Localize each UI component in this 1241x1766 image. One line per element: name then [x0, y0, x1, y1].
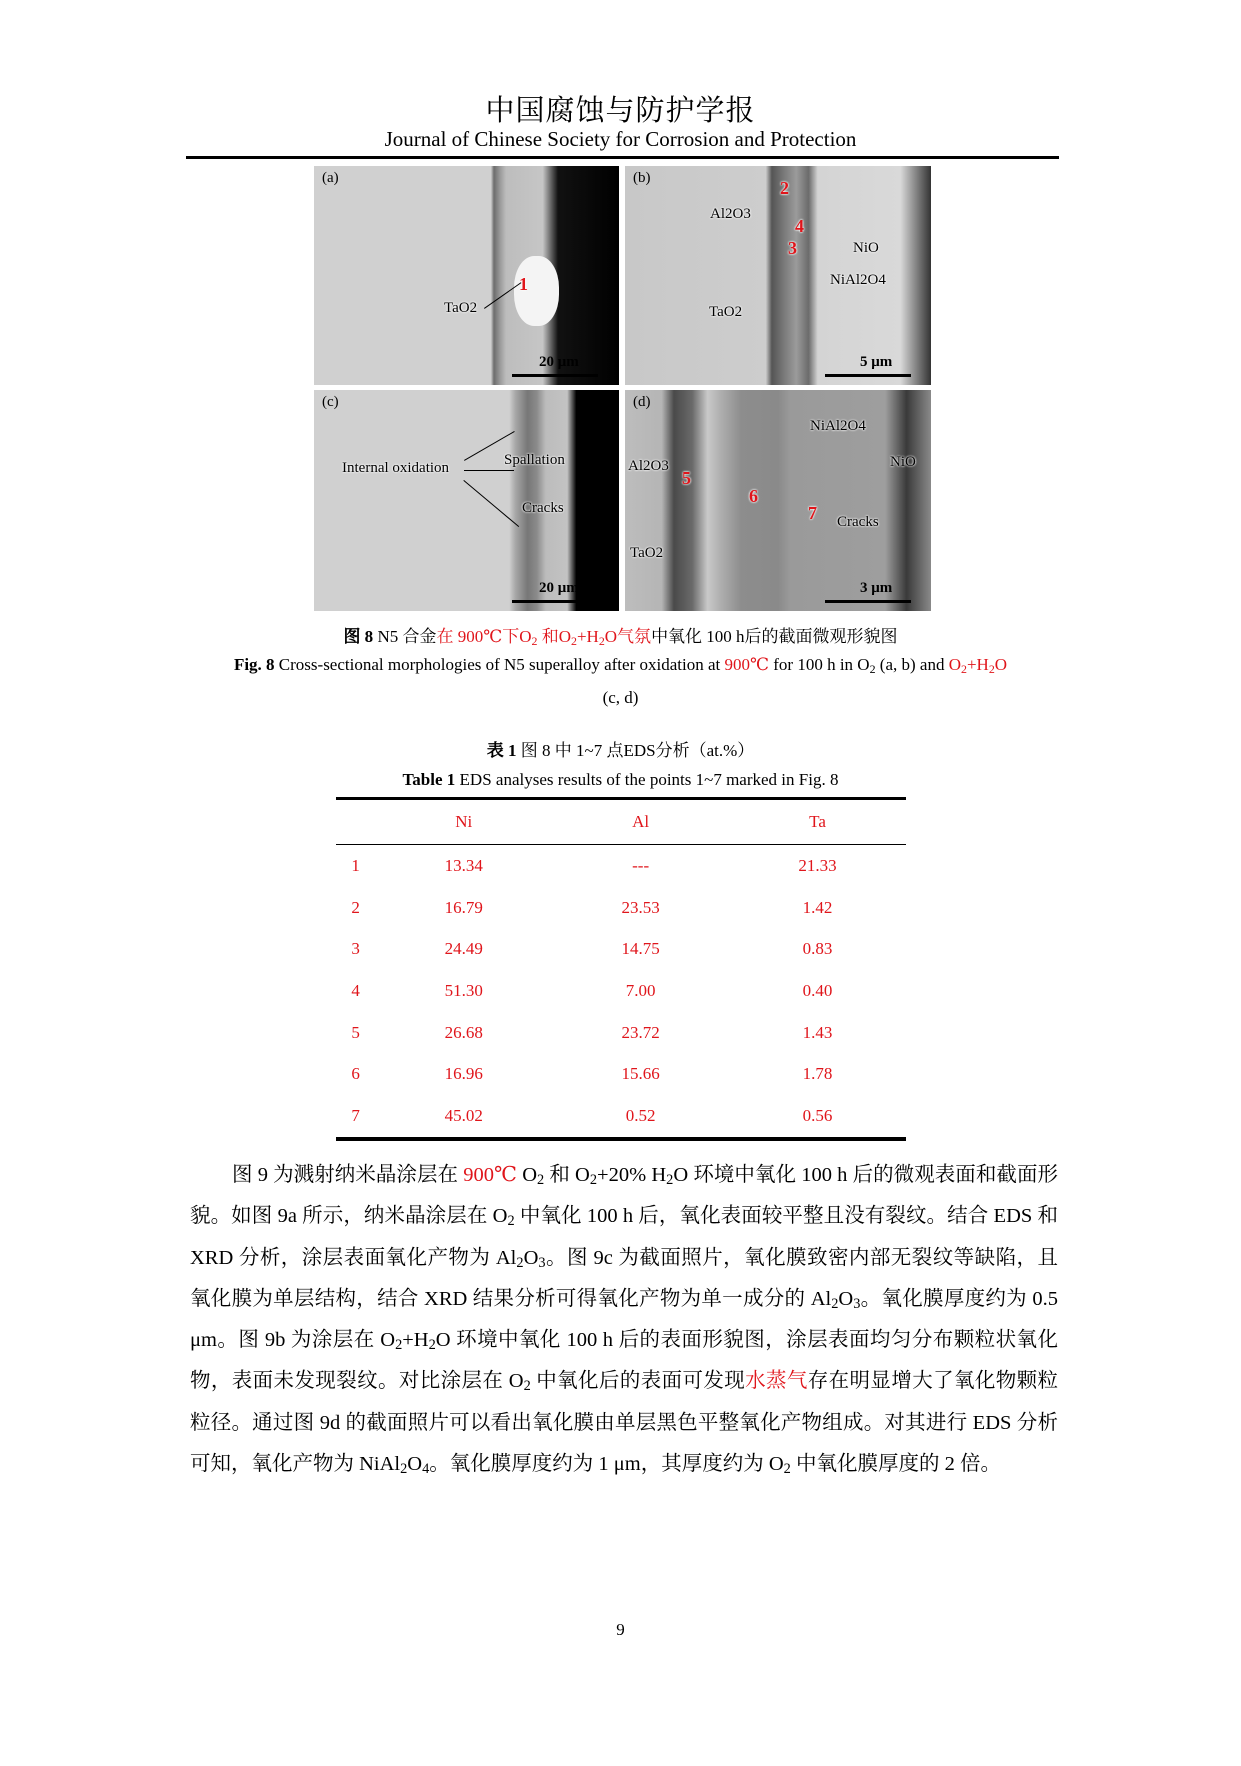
scale-bar-label: 20 μm	[539, 354, 579, 370]
annotation: TaO2	[444, 300, 478, 316]
figure-caption-en: Fig. 8 Cross-sectional morphologies of N5 superalloy after oxidation at 900℃ for 100 h in $O_2$ (a, b) and $O_2+H_2O$	[233, 655, 1008, 676]
panel-label: (a)	[322, 170, 339, 186]
annotation: TaO2	[630, 545, 664, 561]
table-row	[336, 1053, 906, 1095]
figure-panel-c	[314, 390, 619, 611]
figure-panel-d	[625, 390, 931, 611]
annotation: NiO	[853, 240, 879, 256]
panel-label: (b)	[633, 170, 651, 186]
point-marker: 1	[519, 274, 528, 294]
table-cell: 1.78	[802, 1064, 833, 1084]
journal-title-cn: 中国腐蚀与防护学报	[485, 95, 756, 127]
point-marker: 3	[788, 238, 797, 258]
annotation: NiAl2O4	[810, 418, 866, 434]
annotation: Spallation	[504, 452, 565, 468]
annotation: Cracks	[837, 514, 879, 530]
annotation: Al2O3	[710, 206, 751, 222]
table-title-cn: 表 1 图 8 中 1~7 点EDS分析（at.%）	[486, 741, 755, 760]
header-rule	[186, 156, 1059, 159]
annotation: NiO	[890, 454, 916, 470]
table-cell: 45.02	[444, 1105, 483, 1125]
journal-title-en: Journal of Chinese Society for Corrosion and Protection	[384, 127, 857, 151]
annotation: NiAl2O4	[830, 272, 886, 288]
annotation: TaO2	[709, 304, 743, 320]
table-cell: 23.72	[621, 1022, 660, 1042]
panel-label: (d)	[633, 394, 651, 410]
point-marker: 4	[795, 216, 804, 236]
table-cell: 26.68	[444, 1022, 483, 1042]
table-cell: 16.96	[444, 1064, 483, 1084]
table-cell: 24.49	[444, 939, 483, 959]
table-cell: 13.34	[444, 855, 483, 875]
column-header: Ta	[809, 812, 826, 831]
table-cell: 1.42	[802, 897, 833, 917]
table-cell: 0.56	[802, 1105, 833, 1125]
table-cell: 21.33	[798, 855, 837, 875]
table-cell: 1	[351, 855, 360, 875]
point-marker: 5	[682, 468, 691, 488]
column-header: Ni	[455, 812, 473, 831]
scale-bar	[512, 600, 598, 603]
scale-bar	[825, 374, 911, 377]
table-cell: 51.30	[444, 980, 483, 1000]
table-title-en: Table 1 EDS analyses results of the points 1~7 marked in Fig. 8	[402, 770, 839, 789]
table-row	[336, 1012, 906, 1054]
annotation: Cracks	[522, 500, 564, 516]
table-cell: 7.00	[625, 980, 656, 1000]
figure-panel-b	[625, 166, 931, 385]
table-cell: 3	[351, 939, 360, 959]
page-number: 9	[616, 1620, 625, 1639]
table-row	[336, 970, 906, 1012]
table-cell: ---	[632, 855, 650, 875]
table-row	[336, 928, 906, 970]
scale-bar-label: 20 μm	[539, 580, 579, 596]
scale-bar-label: 5 μm	[860, 354, 893, 370]
table-cell: 6	[351, 1064, 360, 1084]
table-cell: 0.40	[802, 980, 833, 1000]
table-cell: 15.66	[621, 1064, 660, 1084]
figure-caption-cn: 图 8 N5 合金在 900℃下$O_2$ 和$O_2+H_2O$气氛中氧化 100 h后的截面微观形貌图	[343, 627, 898, 648]
table-cell: 5	[351, 1022, 360, 1042]
point-marker: 7	[808, 503, 817, 523]
table-header-row	[336, 799, 906, 845]
table-cell: 7	[351, 1105, 360, 1125]
scale-bar	[825, 600, 911, 603]
column-header: Al	[632, 812, 650, 831]
table-row	[336, 887, 906, 929]
figure-caption-en-cont: (c, d)	[602, 688, 639, 707]
table-cell: 2	[351, 897, 360, 917]
table-cell: 23.53	[621, 897, 660, 917]
table-cell: 4	[351, 980, 360, 1000]
table-cell: 16.79	[444, 897, 483, 917]
table-cell: 1.43	[802, 1022, 833, 1042]
annotation: Al2O3	[628, 458, 669, 474]
body-paragraph: 图 9 为溅射纳米晶涂层在 900℃ $O_2$ 和 $O_2+20\%$ $H_2O$ 环境中氧化 100 h 后的微观表面和截面形貌。如图 9a 所示，纳米晶涂层在 $O_2$ 中氧化 100 h 后，氧化表面较平整且没有裂纹。结合 EDS 和 XRD 分析，涂层表面氧化产物为 $Al_2O_3$。图 9c 为截面照片，氧化膜致密内部无裂纹等缺陷，且氧化膜为单层结构，结合 XRD 结果分析可得氧化产物为单一成分的 $Al_2O_3$。氧化膜厚度约为 0.5 μm。图 9b 为涂层在 $O_2+H_2O$ 环境中氧化 100 h 后的表面形貌图，涂层表面均匀分布颗粒状氧化物，表面未发现裂纹。对比涂层在 $O_2$ 中氧化后的表面可发现水蒸气存在明显增大了氧化物颗粒粒径。通过图 9d 的截面照片可以看出氧化膜由单层黑色平整氧化产物组成。对其进行 EDS 分析可知，氧化产物为 $NiAl_2O_4$。氧化膜厚度约为 1 μm，其厚度约为 $O_2$ 中氧化膜厚度的 2 倍。	[190, 1164, 1059, 1478]
scale-bar	[512, 374, 598, 377]
table-cell: 0.52	[625, 1105, 656, 1125]
figure-panel-a	[314, 166, 619, 385]
point-marker: 6	[749, 486, 758, 506]
table-row	[336, 845, 906, 887]
panel-label: (c)	[322, 394, 339, 410]
column-header	[336, 799, 375, 845]
point-marker: 2	[780, 178, 789, 198]
eds-table	[336, 797, 906, 1141]
table-cell: 14.75	[621, 939, 660, 959]
table-row	[336, 1095, 906, 1139]
annotation: Internal oxidation	[342, 460, 450, 476]
scale-bar-label: 3 μm	[860, 580, 893, 596]
table-cell: 0.83	[802, 939, 833, 959]
